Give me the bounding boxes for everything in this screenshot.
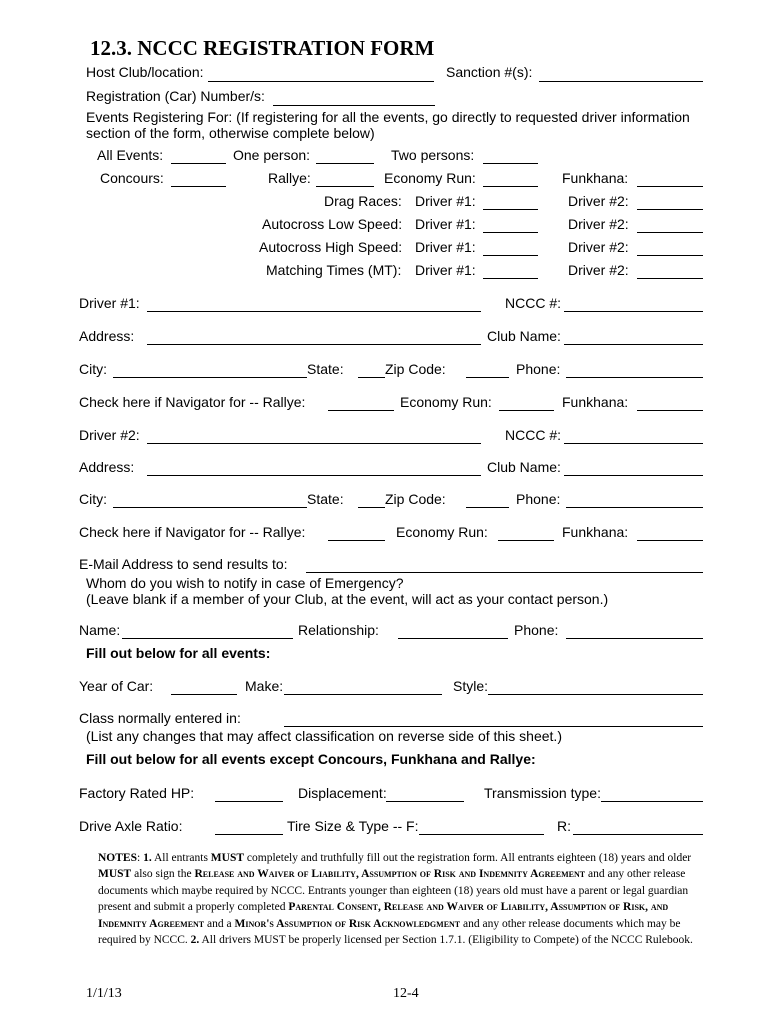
driver2-navigator-funkhana-field[interactable] <box>637 540 703 541</box>
driver1-label: Driver #1: <box>79 295 140 311</box>
registration-number-field[interactable] <box>273 105 435 106</box>
driver2-phone-field[interactable] <box>566 507 703 508</box>
hp-label: Factory Rated HP: <box>79 785 195 801</box>
make-label: Make: <box>245 678 284 694</box>
email-field[interactable] <box>306 572 703 573</box>
transmission-field[interactable] <box>601 801 703 802</box>
driver1-navigator-economy-field[interactable] <box>499 410 554 411</box>
driver1-navigator-economy-label: Economy Run: <box>400 394 492 410</box>
year-label: Year of Car: <box>79 678 154 694</box>
tire-front-field[interactable] <box>419 834 544 835</box>
axle-ratio-label: Drive Axle Ratio: <box>79 818 183 834</box>
driver1-state-field[interactable] <box>358 377 385 378</box>
driver1-address-label: Address: <box>79 328 135 344</box>
driver1-city-field[interactable] <box>113 377 307 378</box>
driver2-zip-field[interactable] <box>466 507 509 508</box>
driver1-nccc-field[interactable] <box>564 311 703 312</box>
autocross-low-label: Autocross Low Speed: <box>262 216 403 232</box>
matching-times-driver1-field[interactable] <box>483 278 538 279</box>
notes-heading: NOTES <box>98 852 137 864</box>
driver2-address-field[interactable] <box>147 475 481 476</box>
two-persons-label: Two persons: <box>391 147 475 163</box>
driver2-name-field[interactable] <box>147 443 481 444</box>
transmission-label: Transmission type: <box>484 785 601 801</box>
year-field[interactable] <box>171 694 237 695</box>
driver2-navigator-rallye-field[interactable] <box>328 540 385 541</box>
autocross-high-label: Autocross High Speed: <box>259 239 403 255</box>
matching-times-driver2-label: Driver #2: <box>568 262 629 278</box>
parental-consent-title: Parental Consent, Release and Waiver of Liability, Assumption of Risk, and Indemnity Agreement <box>98 901 669 930</box>
economy-run-field[interactable] <box>483 186 538 187</box>
displacement-field[interactable] <box>386 801 464 802</box>
driver2-navigator-label: Check here if Navigator for -- Rallye: <box>79 524 306 540</box>
form-title: 12.3. NCCC REGISTRATION FORM <box>90 36 435 60</box>
rallye-label: Rallye: <box>268 170 311 186</box>
emergency-name-field[interactable] <box>122 638 293 639</box>
events-instructions-1: Events Registering For: (If registering for all the events, go directly to requested driver information <box>86 109 690 125</box>
funkhana-label: Funkhana: <box>562 170 629 186</box>
autocross-high-driver1-field[interactable] <box>483 255 538 256</box>
driver2-club-name-field[interactable] <box>564 475 703 476</box>
driver2-state-label: State: <box>307 491 344 507</box>
displacement-label: Displacement: <box>298 785 387 801</box>
driver1-navigator-funkhana-field[interactable] <box>637 410 703 411</box>
class-label: Class normally entered in: <box>79 710 241 726</box>
footer-page-number: 12-4 <box>393 986 419 1001</box>
autocross-low-driver2-field[interactable] <box>637 232 703 233</box>
minor-acknowledgment-title: Minor's Assumption of Risk Acknowledgment <box>234 917 461 930</box>
sanction-field[interactable] <box>539 81 703 82</box>
two-persons-field[interactable] <box>483 163 538 164</box>
make-field[interactable] <box>284 694 442 695</box>
driver1-name-field[interactable] <box>147 311 481 312</box>
driver2-navigator-economy-field[interactable] <box>498 540 554 541</box>
funkhana-field[interactable] <box>637 186 703 187</box>
driver1-navigator-funkhana-label: Funkhana: <box>562 394 629 410</box>
tire-rear-label: R: <box>557 818 571 834</box>
driver1-phone-label: Phone: <box>516 361 561 377</box>
driver2-nccc-field[interactable] <box>564 443 703 444</box>
hp-field[interactable] <box>215 801 283 802</box>
driver1-zip-label: Zip Code: <box>385 361 446 377</box>
autocross-low-driver2-label: Driver #2: <box>568 216 629 232</box>
one-person-field[interactable] <box>316 163 374 164</box>
concours-field[interactable] <box>171 186 226 187</box>
driver2-zip-label: Zip Code: <box>385 491 446 507</box>
emergency-relationship-label: Relationship: <box>298 622 379 638</box>
autocross-low-driver1-label: Driver #1: <box>415 216 476 232</box>
driver2-city-label: City: <box>79 491 107 507</box>
matching-times-driver2-field[interactable] <box>637 278 703 279</box>
economy-run-label: Economy Run: <box>384 170 476 186</box>
autocross-high-driver2-label: Driver #2: <box>568 239 629 255</box>
autocross-high-driver1-label: Driver #1: <box>415 239 476 255</box>
driver1-club-name-label: Club Name: <box>487 328 561 344</box>
driver1-phone-field[interactable] <box>566 377 703 378</box>
rallye-field[interactable] <box>316 186 374 187</box>
drag-races-label: Drag Races: <box>324 193 402 209</box>
all-events-field[interactable] <box>171 163 226 164</box>
driver2-state-field[interactable] <box>358 507 385 508</box>
style-field[interactable] <box>488 694 703 695</box>
autocross-high-driver2-field[interactable] <box>637 255 703 256</box>
emergency-phone-field[interactable] <box>566 638 703 639</box>
matching-times-driver1-label: Driver #1: <box>415 262 476 278</box>
style-label: Style: <box>453 678 489 694</box>
driver2-city-field[interactable] <box>113 507 307 508</box>
host-club-field[interactable] <box>208 81 434 82</box>
footer-date: 1/1/13 <box>86 986 122 1001</box>
email-label: E-Mail Address to send results to: <box>79 556 288 572</box>
matching-times-label: Matching Times (MT): <box>266 262 402 278</box>
driver1-address-field[interactable] <box>147 344 481 345</box>
driver1-city-label: City: <box>79 361 107 377</box>
car-section-heading: Fill out below for all events: <box>86 645 271 661</box>
driver2-navigator-funkhana-label: Funkhana: <box>562 524 629 540</box>
perf-section-heading: Fill out below for all events except Concours, Funkhana and Rallye: <box>86 751 536 767</box>
axle-ratio-field[interactable] <box>215 834 283 835</box>
one-person-label: One person: <box>233 147 311 163</box>
driver2-label: Driver #2: <box>79 427 140 443</box>
driver1-navigator-label: Check here if Navigator for -- Rallye: <box>79 394 306 410</box>
emergency-name-label: Name: <box>79 622 121 638</box>
driver2-navigator-economy-label: Economy Run: <box>396 524 488 540</box>
autocross-low-driver1-field[interactable] <box>483 232 538 233</box>
sanction-label: Sanction #(s): <box>446 64 533 80</box>
driver2-club-name-label: Club Name: <box>487 459 561 475</box>
tire-front-label: Tire Size & Type -- F: <box>287 818 419 834</box>
emergency-question: Whom do you wish to notify in case of Emergency? <box>86 575 404 591</box>
driver1-state-label: State: <box>307 361 344 377</box>
class-note: (List any changes that may affect classification on reverse side of this sheet.) <box>86 728 562 744</box>
driver1-navigator-rallye-field[interactable] <box>328 410 394 411</box>
class-field[interactable] <box>284 726 703 727</box>
drag-races-driver2-field[interactable] <box>637 209 703 210</box>
notes-paragraph: NOTES: 1. All entrants MUST completely and truthfully fill out the registration form. All entrants eighteen (18) years and older MUST also sign the Release and Waiver of Liability, Assumption of Risk and Indemnity Agreement and any other release documents which maybe required by NCCC. Entrants younger than eighteen (18) years old must have a parent or legal guardian present and submit a properly completed Parental Consent, Release and Waiver of Liability, Assumption of Risk, and Indemnity Agreement and a Minor's Assumption of Risk Acknowledgment and any other release documents which may be required by NCCC. 2. All drivers MUST be properly licensed per Section 1.7.1. (Eligibility to Compete) of the NCCC Rulebook. <box>98 852 693 947</box>
drag-races-driver2-label: Driver #2: <box>568 193 629 209</box>
drag-races-driver1-label: Driver #1: <box>415 193 476 209</box>
driver1-club-name-field[interactable] <box>564 344 703 345</box>
drag-races-driver1-field[interactable] <box>483 209 538 210</box>
driver1-nccc-label: NCCC #: <box>505 295 562 311</box>
release-waiver-title: Release and Waiver of Liability, Assumption of Risk and Indemnity Agreement <box>194 868 586 881</box>
driver1-zip-field[interactable] <box>466 377 509 378</box>
emergency-phone-label: Phone: <box>514 622 559 638</box>
all-events-label: All Events: <box>97 147 164 163</box>
host-club-label: Host Club/location: <box>86 64 204 80</box>
registration-number-label: Registration (Car) Number/s: <box>86 88 265 104</box>
emergency-relationship-field[interactable] <box>398 638 508 639</box>
concours-label: Concours: <box>100 170 164 186</box>
tire-rear-field[interactable] <box>573 834 703 835</box>
emergency-note: (Leave blank if a member of your Club, at the event, will act as your contact person.) <box>86 591 609 607</box>
driver2-phone-label: Phone: <box>516 491 561 507</box>
events-instructions-2: section of the form, otherwise complete below) <box>86 125 375 141</box>
driver2-nccc-label: NCCC #: <box>505 427 562 443</box>
driver2-address-label: Address: <box>79 459 135 475</box>
